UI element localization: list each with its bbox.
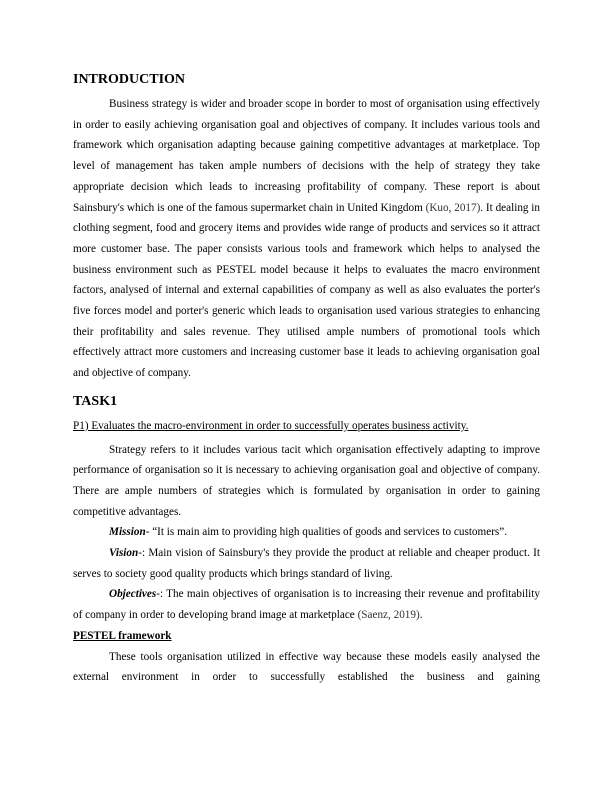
- objectives-text: -: The main objectives of organisation is to increasing their revenue and profitability of company in order to developing brand image at marketplace: [73, 588, 540, 622]
- objectives-label: Objectives: [109, 588, 157, 601]
- section-gap: [73, 384, 540, 392]
- mission-label: Mission: [109, 526, 146, 539]
- mission-text: - “It is main aim to providing high qualities of goods and services to customers”.: [145, 526, 508, 539]
- pestel-paragraph: These tools organisation utilized in effective way because these models easily analysed the external environment in order to successfully established the business and gaining: [73, 650, 540, 684]
- mission-paragraph: [73, 522, 540, 543]
- task1-heading: TASK1: [73, 393, 118, 409]
- citation-saenz: (Saenz, 2019): [357, 609, 420, 622]
- p1-heading: P1) Evaluates the macro-environment in order to successfully operates business activity.: [73, 419, 469, 432]
- strategy-paragraph: Strategy refers to it includes various tacit which organisation effectively adapting to improve performance of organisation so it is necessary to achieving organisation goal and objective of company. There are ample numbers of strategies which is formulated by organisation in order to gaining competitive advantages.: [73, 443, 540, 518]
- vision-paragraph: [73, 543, 540, 584]
- introduction-text-part-b: . It dealing in clothing segment, food and grocery items and provides wide range of products and services so it attract more customer base. The paper consists various tools and framework which helps to analysed the business environment such as PESTEL model because it helps to evaluates the macro environment factors, analysed of internal and external capabilities of company as well as also evaluates the porter's five forces model and porter's generic which leads to organisation used various strategies to enhancing their profitability and sales revenue. They utilised ample numbers of promotional tools which effectively attract more customers and increasing customer base it leads to achieving organisation goal and objective of company.: [73, 201, 541, 380]
- introduction-heading: INTRODUCTION: [73, 72, 186, 87]
- objectives-end: .: [419, 609, 423, 622]
- objectives-paragraph: [73, 584, 540, 625]
- citation-kuo: (Kuo, 2017): [425, 201, 481, 214]
- introduction-text-part-a: Business strategy is wider and broader scope in border to most of organisation using effectively in order to easily achieving organisation goal and objectives of company. It includes various tools and framework which organisation adapting because gaining competitive advantages at marketplace. Top level of management has taken ample numbers of decisions with the help of strategy they take appropriate decision which leads to increasing profitability of company. These report is about Sainsbury's which is one of the famous supermarket chain in United Kingdom: [73, 98, 540, 214]
- vision-label: Vision: [109, 547, 139, 560]
- vision-text: -: Main vision of Sainsbury's they provide the product at reliable and cheaper product. It serves to society good quality products which brings standard of living.: [73, 547, 540, 580]
- introduction-paragraph: [73, 94, 540, 384]
- pestel-heading: PESTEL framework: [73, 629, 172, 642]
